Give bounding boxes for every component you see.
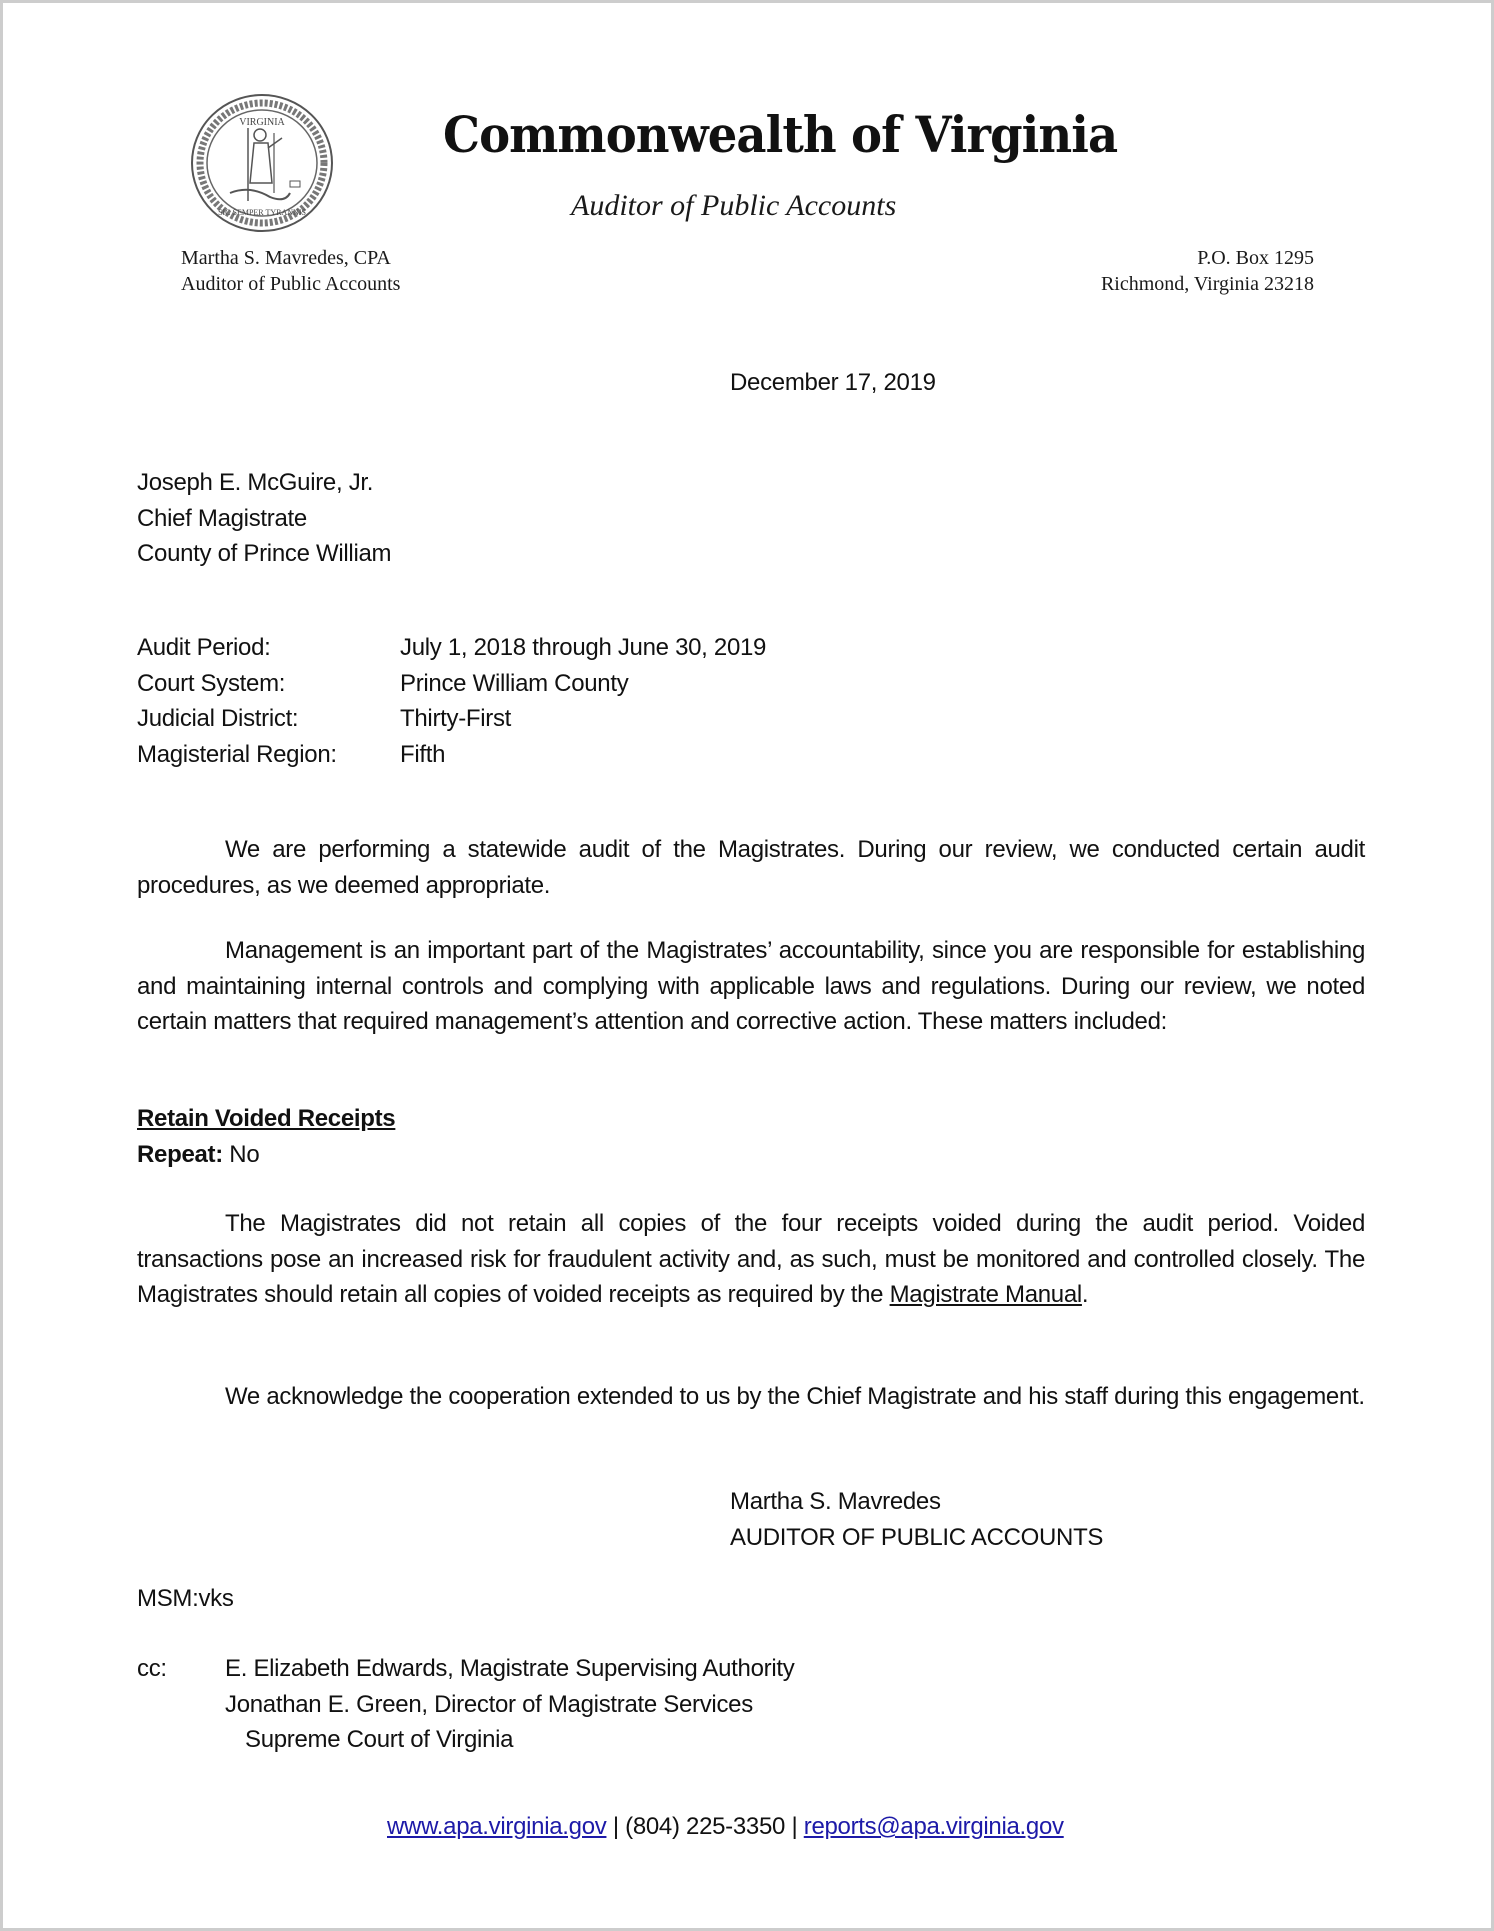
repeat-value: No [229,1141,260,1168]
letterhead-subtitle: Auditor of Public Accounts [571,189,897,222]
footer-phone: (804) 225-3350 [625,1813,786,1840]
audit-info-label: Magisterial Region: [137,740,337,768]
recipient-title: Chief Magistrate [137,504,307,532]
cc-recipient: E. Elizabeth Edwards, Magistrate Supervising Authority [225,1655,795,1682]
paragraph-management-text: Management is an important part of the Magistrates’ accountability, since you are responsible for establishing and maintaining internal controls and complying with applicable laws and regulations. During our review, we noted certain matters that required management’s attention and corrective action. These matters included: [137,937,1365,1036]
audit-info-row [137,701,766,737]
audit-info-row [137,666,766,702]
letterhead-title: Commonwealth of Virginia [443,105,1118,164]
audit-info-label: Audit Period: [137,634,271,661]
magistrate-manual-reference: Magistrate Manual [889,1281,1082,1309]
closing-text: We acknowledge the cooperation extended to us by the Chief Magistrate and his staff during this engagement. [225,1383,1365,1410]
letter-date: December 17, 2019 [730,369,936,396]
paragraph-intro [137,832,1365,903]
finding-text [137,1206,1365,1313]
footer-contact [387,1813,1064,1841]
typist-initials: MSM:vks [137,1585,234,1612]
cc-block [137,1651,794,1758]
website-link[interactable]: www.apa.virginia.gov [387,1813,607,1840]
recipient-block [137,465,391,572]
audit-info-label: Judicial District: [137,705,299,733]
recipient-name: Joseph E. McGuire, Jr. [137,469,374,496]
finding-period: . [1081,1281,1089,1309]
audit-info-value: Prince William County [400,669,629,697]
letterhead-address-block [1101,245,1314,297]
audit-info-row [137,630,766,666]
signature-title: AUDITOR OF PUBLIC ACCOUNTS [730,1523,1104,1551]
city-state-zip: Richmond, Virginia 23218 [1100,273,1314,295]
cc-recipient-org: Supreme Court of Virginia [245,1726,514,1754]
paragraph-closing [137,1379,1365,1415]
cc-label: cc: [137,1655,167,1682]
signature-block [730,1484,1103,1555]
auditor-title: Auditor of Public Accounts [181,273,401,295]
cc-recipient: Jonathan E. Green, Director of Magistrate Services [225,1690,753,1718]
repeat-label: Repeat: [137,1141,223,1168]
recipient-locality: County of Prince William [137,540,392,568]
svg-text:SIC SEMPER TYRANNIS: SIC SEMPER TYRANNIS [218,208,306,217]
audit-info-value: July 1, 2018 through June 30, 2019 [400,634,767,661]
virginia-state-seal-icon [190,93,334,233]
audit-info-row [137,737,766,773]
finding-title: Retain Voided Receipts [137,1105,396,1132]
auditor-name: Martha S. Mavredes, CPA [181,247,391,269]
signature-name: Martha S. Mavredes [730,1488,941,1515]
finding-body: The Magistrates did not retain all copies of the four receipts voided during the audit period. Voided transactions pose an increased risk for fraudulent activity and, as such, must be monitored and controlled closely. The Magistrates should retain all copies of voided receipts as required by the [137,1210,1365,1309]
paragraph-management [137,933,1365,1040]
audit-info-table [137,630,766,772]
audit-info-value: Thirty-First [400,705,512,733]
finding-repeat [137,1141,259,1169]
svg-text:VIRGINIA: VIRGINIA [239,117,285,128]
audit-info-value: Fifth [400,740,446,768]
paragraph-intro-text: We are performing a statewide audit of the Magistrates. During our review, we conducted certain audit procedures, as we deemed appropriate. [137,836,1365,899]
email-link[interactable]: reports@apa.virginia.gov [803,1813,1064,1840]
footer-separator: | [612,1813,619,1840]
footer-separator: | [791,1813,798,1840]
po-box: P.O. Box 1295 [1197,247,1314,269]
audit-info-label: Court System: [137,669,286,697]
letterhead-auditor-block [181,245,400,297]
